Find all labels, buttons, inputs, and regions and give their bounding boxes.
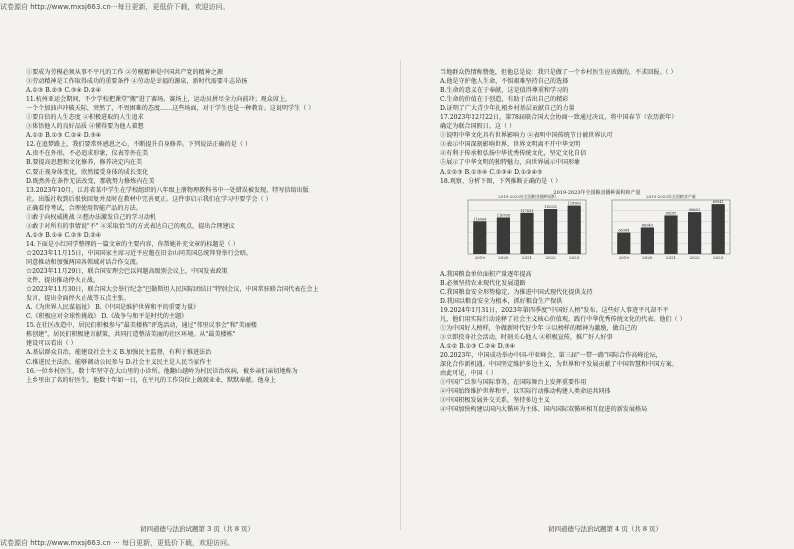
text-line: ③立即投身社会活动，时刻关心他人 ④积极宣传，推广好人好事: [440, 333, 613, 341]
text-line: 13.2023年10月，江苏省某中学生在学校组织的八年级上册物理教科书中一处错误被发现，特写信给出版: [26, 186, 309, 194]
text-line: 16.一位乡村医生，数十年坚守在大山里的小诊所。他翻山越岭为村民诊治疾病，被乡亲们亲切地称为: [26, 367, 298, 375]
chart-data-label: 118969: [567, 201, 581, 206]
right-page-top-lines: [440, 68, 772, 186]
text-line: 深化合作新机遇。中国坚定维护多边主义，为世界和平发展贡献了中国智慧和中国方案。: [440, 361, 678, 369]
chart-tick-label: 2020: [642, 254, 653, 260]
text-line: 20.2023年，中国成功举办中国-中亚峰会、第三届"一带一路"国际合作高峰论坛，: [440, 352, 662, 360]
text-line: ☆2023年11月15日，中国国家主席习近平应邀在旧金山同美国总统拜登举行会晤。: [26, 249, 253, 257]
text-line: ④中国加快构建以国内大循环为主体、国内国际双循环相互促进的新发展格局: [440, 406, 648, 414]
text-line: 12.在追梦路上，我们要常怀感恩之心，不断提升自身修养。下列说法正确的是（ ）: [26, 141, 251, 149]
text-line: C.我国粮食安全形势稳定，为推进中国式现代化提供支持: [440, 288, 593, 296]
text-line: 当地群众热情称赞他，但他总是说：我只是做了一个乡村医生应该做的，不求回报。（ ）: [440, 69, 677, 76]
chart-bar: [688, 212, 701, 254]
chart-data-label: 66384: [618, 228, 630, 233]
chart-bar: [497, 217, 510, 254]
left-page-content: [26, 68, 382, 528]
page-footer-left: 初四道德与法治试题第 3 页（共 8 页）: [140, 525, 255, 533]
text-line: A.①② B.①③ C.②④ D.③④: [26, 132, 102, 140]
text-line: A.①② B.①③ C.②④ D.③④: [440, 342, 516, 350]
chart-data-label: 116768: [496, 213, 510, 218]
text-line: A.他是守护他人生命，不惧艰难坚持自己的选择: [440, 78, 569, 86]
text-line: A.《为世界人民谋福祉》 B.《中国是维护世界和平的重要力量》: [26, 304, 200, 312]
text-line: ③敢于对所有的事情说"不" ④采取恰当的方式表达自己的观点，提出合理建议: [26, 222, 235, 230]
text-line: 上乡里出了名的好医生，他数十年如一日，在平凡的工作岗位上兢兢业业，默默奉献。他身上: [26, 376, 276, 384]
text-line: 11.杭州亚运会期间，不少学校把课堂"搬"进了赛场。赛场上，运动员拼尽全力向前冲；观众席上，: [26, 96, 292, 104]
chart-data-label: 116064: [473, 216, 487, 221]
chart-data-label: 68653: [689, 207, 700, 212]
chart-bar: [473, 221, 486, 254]
text-line: ③劳动精神是工作取得成功的重要条件 ④劳动是幸福的源泉，新时代需要斗志昂扬: [26, 78, 248, 86]
chart-tick-label: 2021: [521, 254, 533, 260]
text-line: C.生命的价值在于创造，有助于活出自己的精彩: [440, 96, 569, 104]
text-line: ③中国积极发展外交关系，坚持多边主义: [440, 397, 550, 405]
chart-bar: [664, 215, 677, 254]
chart-tick-label: 2019: [618, 254, 629, 260]
chart-title: 2019-2023年全国粮食播种面积和产量: [553, 189, 641, 196]
text-line: C.要正视身体变化，欣然接受身体的成长变化: [26, 168, 149, 176]
text-line: A.①③ B.②③ C.③④ D.②④: [26, 87, 102, 95]
chart-data-label: 68285: [665, 211, 677, 216]
text-line: 17.2023年12月22日，第78届联合国大会协商一致通过决议，将中国春节（农历新年）: [440, 114, 678, 122]
chart-bar: [617, 232, 630, 253]
page-footer-right: 初四道德与法治试题第 4 页（共 8 页）: [548, 525, 663, 533]
text-line: 19.2024年1月31日，2023年第四季度"中国好人榜"发布，这些好人事迹平凡却不平: [440, 306, 669, 314]
text-line: A.我国粮食单位面积产量逐年提高: [440, 270, 532, 278]
chart-tick-label: 2021: [665, 254, 677, 260]
text-line: 由此可见，中国（ ）: [440, 370, 497, 378]
chart-data-label: 117631: [520, 208, 534, 213]
text-line: ①要自信的人生态度 ②积极进取的人生追求: [26, 114, 144, 122]
chart-panel-title: 2019-2023年全国粮食产量: [646, 193, 696, 199]
text-line: 正确看待考试，合理使用智能产品的方法。: [26, 204, 142, 212]
chart-bar: [520, 212, 533, 253]
text-line: 栋创建"，居民们积极建言献策，共同打造整洁美丽的社区环境。从"最美楼栋": [26, 331, 236, 339]
chart-bar: [712, 204, 725, 254]
text-line: A.基层群众自治，能建设社会主义 B.加强民主监督，有利于推进法治: [26, 349, 212, 357]
text-line: 15.在社区改造中，居民们积极参与"最美楼栋"评选活动，通过"邻里议事会"和"美丽楼: [26, 322, 257, 330]
text-line: 14.下面是小红同学整理的一篇文章的主要内容，你帮她补充文章的标题是（ ）: [26, 240, 239, 248]
text-line: 18.观察、分析下图，下列推断正确的是（ ）: [440, 177, 562, 185]
right-page-bottom-lines: [440, 270, 772, 415]
text-line: A.①②③ B.①③④ C.②③④ D.①②④⑤: [440, 168, 543, 176]
chart-tick-label: 2022: [689, 254, 700, 260]
page-fold-divider: [400, 60, 401, 530]
chart-data-label: 69541: [712, 199, 724, 204]
text-line: ①要成为劳模必须从事不平凡的工作 ②劳模精神是中国共产党的精神之源: [26, 69, 223, 76]
watermark-top: 试卷源自 http://www.mxsj663.cn···每日更新，更低价下载，欢迎访问。: [0, 3, 230, 11]
text-line: A.贵不在外形，不必追求形象，仪表等外在美: [26, 150, 149, 158]
text-line: B.生命的意义在于奉献，这是值得尊重和学习的: [440, 87, 569, 95]
text-line: D.证明了广大青少年扎根乡村基层贡献自己的力量: [440, 105, 575, 113]
text-line: D.我国以粮食安全为根本，抓好粮食生产保供: [440, 297, 563, 305]
text-line: C.《积极应对全球性挑战》 D.《战争与和平是时代的主题》: [26, 313, 188, 321]
text-line: ③表示中国深刻影响世界，世界文明离不开中华文明: [440, 141, 581, 149]
text-line: ③体悟他人的良好品质 ④懂得要为他人着想: [26, 123, 144, 131]
text-line: 文件，提出推动停火止战。: [26, 277, 100, 285]
chart-bar: [641, 227, 654, 254]
text-line: 一个个加油声冲破天际，突然了，不畏困难的态度……这些场面，对于学生也是一种教育。这说明学生（ ）: [26, 105, 315, 113]
text-line: 同意推动和加强两国各领域对话合作交流。: [26, 258, 142, 266]
chart-bar: [568, 205, 581, 253]
text-line: ⑤展示了中华文明的独特魅力，向世界展示中国形象: [440, 159, 581, 167]
text-line: ☆2023年11月30日，联合国大会举行纪念"巴勒斯坦人民国际团结日"特别会议，中国常驻联合国代表在会上: [26, 286, 319, 294]
chart-data-label: 118332: [544, 204, 558, 209]
text-line: B.要提高思想和文化修养，修养决定内在美: [26, 159, 143, 167]
text-line: ①中国广泛参与国际事务，在国际舞台上发挥重要作用: [440, 379, 587, 387]
text-line: B.必须坚持农业现代化发展道路: [440, 279, 526, 287]
chart-data-label: 66949: [642, 223, 653, 228]
watermark-bottom: 试卷源自 http://www.mxsj663.cn ··· 每日更新，更低价下载，欢迎访问。: [0, 539, 234, 547]
text-line: ②中国始终维护世界和平，以实际行动推动构建人类命运共同体: [440, 388, 611, 396]
chart-tick-label: 2020: [498, 254, 509, 260]
chart-tick-label: 2022: [545, 254, 556, 260]
text-line: 建设可以看出（ ）: [26, 340, 77, 348]
chart-tick-label: 2019: [474, 254, 485, 260]
text-line: ④有利于传承和弘扬中华优秀传统文化，坚定文化自信: [440, 150, 587, 158]
text-line: ①为中国好人榜样，争做新时代好少年 ②以榜样的精神为激励，做自己的: [440, 324, 637, 332]
text-line: 凡，他们用实际行动诠释了社会主义核心价值观，践行中华优秀传统文化的代表。他们（ ）: [440, 315, 686, 323]
text-line: ☆2023年11月29日，联合国安理会巴以问题高级别会议上，中国发表政策: [26, 268, 228, 276]
grain-bar-chart: [452, 188, 742, 264]
text-line: 确定为联合国假日。这（ ）: [440, 123, 516, 131]
text-line: 社。出版社收到后很快回复并及时在教材中完善更正。这件事启示我们在学习中要学会（ ）: [26, 195, 272, 203]
chart-tick-label: 2023: [569, 254, 580, 260]
text-line: C.推进民主法治，能够调动公民参与 D.社会主义民主是人民当家作主: [26, 358, 212, 366]
chart-tick-label: 2023: [713, 254, 724, 260]
text-line: A.①③ B.①④ C.②③ D.②④: [26, 231, 102, 239]
text-line: ①说明中华文化具有世界影响力 ②表明中国传统节日被世界认可: [440, 132, 613, 140]
chart-panel-title: 2019-2023年全国粮食播种面积: [498, 193, 556, 199]
text-line: ①敢于向权威挑战 ②想办法激发自己的学习动机: [26, 213, 156, 221]
right-page-content: [440, 68, 772, 528]
chart-bar: [544, 209, 557, 254]
text-line: D.既然外在条件无法改变，那就努力修炼内在美: [26, 177, 155, 185]
text-line: 发言，提出全面停火止战等五点主张。: [26, 295, 130, 303]
